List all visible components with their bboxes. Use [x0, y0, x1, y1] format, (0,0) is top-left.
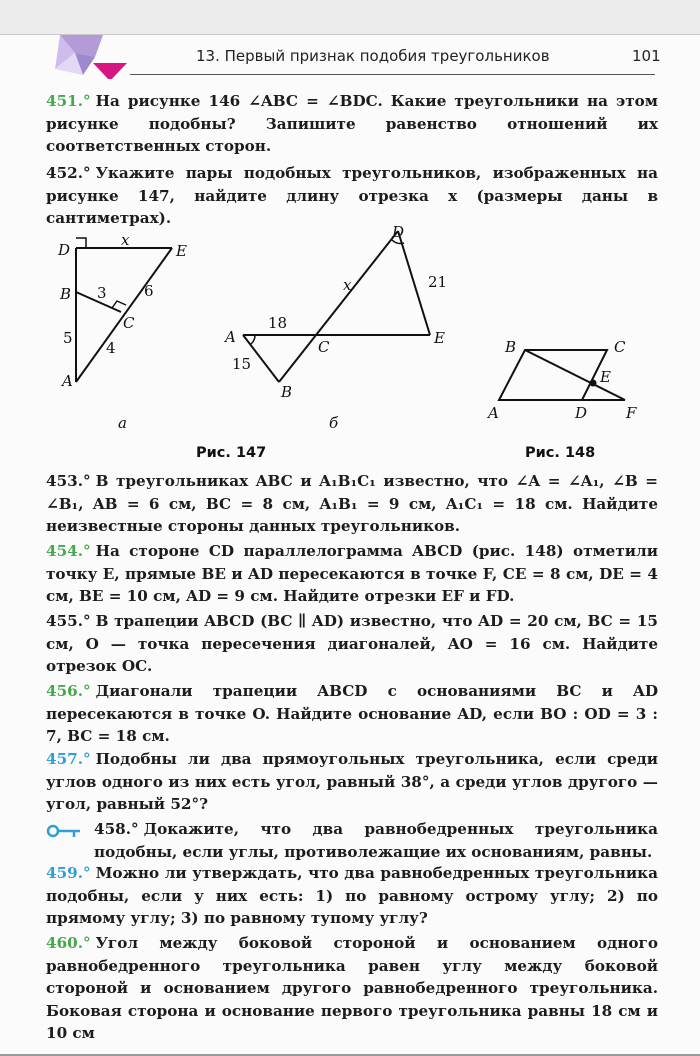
problem-text: Укажите пары подобных треугольников, изображенных на рисунке 147, найдите длину отрезка x (размеры даны в сантиметрах).	[46, 164, 658, 227]
problem-458	[94, 818, 658, 863]
problem-number: 457.°	[46, 750, 91, 768]
label-21: 21	[428, 273, 448, 291]
page-number: 101	[632, 47, 661, 65]
sublabel-b: б	[329, 414, 339, 432]
problem-452	[46, 162, 658, 230]
problem-text: На рисунке 146 ∠ABC = ∠BDC. Какие треугольники на этом рисунке подобны? Запишите равенство отношений их соответственных сторон.	[46, 92, 658, 155]
problem-451	[46, 90, 658, 158]
problem-text: Диагонали трапеции ABCD с основаниями BC и AD пересекаются в точке O. Найдите основание AD, если BO : OD = 3 : 7, BC = 18 см.	[46, 682, 658, 745]
problem-text: В треугольниках ABC и A₁B₁C₁ известно, что ∠A = ∠A₁, ∠B = ∠B₁, AB = 6 см, BC = 8 см, A₁B₁ = 9 см, A₁C₁ = 18 см. Найдите неизвестные стороны данных треугольников.	[46, 472, 658, 535]
sublabel-a: а	[118, 414, 127, 432]
problem-number: 456.°	[46, 682, 91, 700]
label-F: F	[626, 404, 637, 422]
label-C: C	[614, 338, 626, 356]
problem-number: 455.°	[46, 612, 91, 630]
problem-text: На стороне CD параллелограмма ABCD (рис. 148) отметили точку E, прямые BE и AD пересекаются в точке F, CE = 8 см, DE = 4 см, BE = 10 см, AD = 9 см. Найдите отрезки EF и FD.	[46, 542, 658, 605]
problem-text: Угол между боковой стороной и основанием одного равнобедренного треугольника равен углу между боковой стороной и основанием другого равнобедренного треугольника. Боковая сторона и основание первого треугольника равны 18 см и 10 см	[46, 934, 658, 1042]
problem-number: 454.°	[46, 542, 91, 560]
label-D: D	[58, 241, 71, 259]
caption-fig147: Рис. 147	[196, 445, 267, 461]
problem-457	[46, 748, 658, 816]
problem-number: 451.°	[46, 92, 91, 110]
label-B: B	[281, 383, 293, 401]
problem-number: 452.°	[46, 164, 91, 182]
problem-text: Можно ли утверждать, что два равнобедренных треугольника подобны, если у них есть: 1) по равному острому углу; 2) по прямому углу; 3) по равному тупому углу?	[46, 864, 658, 927]
label-D: D	[392, 223, 405, 241]
label-4: 4	[106, 339, 116, 357]
problem-number: 459.°	[46, 864, 91, 882]
problem-459	[46, 862, 658, 930]
label-E: E	[434, 329, 445, 347]
label-A: A	[62, 372, 73, 390]
label-18: 18	[268, 314, 288, 332]
label-6: 6	[144, 282, 154, 300]
key-icon	[46, 823, 82, 839]
label-3: 3	[97, 284, 107, 302]
label-B: B	[60, 285, 72, 303]
label-B: B	[505, 338, 517, 356]
label-C: C	[318, 338, 330, 356]
label-E: E	[600, 368, 611, 386]
problem-455	[46, 610, 658, 678]
label-C: C	[123, 314, 135, 332]
label-x: x	[121, 231, 130, 249]
header-rule	[130, 74, 655, 75]
label-x: x	[343, 276, 352, 294]
label-A: A	[488, 404, 499, 422]
problem-460	[46, 932, 658, 1045]
label-E: E	[176, 242, 187, 260]
caption-fig148: Рис. 148	[525, 445, 596, 461]
problem-number: 453.°	[46, 472, 91, 490]
problem-number: 458.°	[94, 820, 139, 838]
problem-text: Докажите, что два равнобедренных треугольника подобны, если углы, противолежащие их основаниям, равны.	[94, 820, 658, 861]
problem-text: Подобны ли два прямоугольных треугольника, если среди углов одного из них есть угол, равный 38°, а среди углов другого — угол, равный 52°?	[46, 750, 658, 813]
label-A: A	[225, 328, 236, 346]
viewer-top-bar	[0, 0, 700, 35]
problem-456	[46, 680, 658, 748]
label-15: 15	[232, 355, 252, 373]
label-D: D	[575, 404, 588, 422]
problem-text: В трапеции ABCD (BC ∥ AD) известно, что AD = 20 см, BC = 15 см, O — точка пересечения диагоналей, AO = 16 см. Найдите отрезок OC.	[46, 612, 658, 675]
label-5: 5	[63, 329, 73, 347]
running-title: 13. Первый признак подобия треугольников	[196, 47, 550, 65]
chapter-logo-icon	[45, 35, 135, 79]
problem-number: 460.°	[46, 934, 91, 952]
problem-453	[46, 470, 658, 538]
problem-454	[46, 540, 658, 608]
